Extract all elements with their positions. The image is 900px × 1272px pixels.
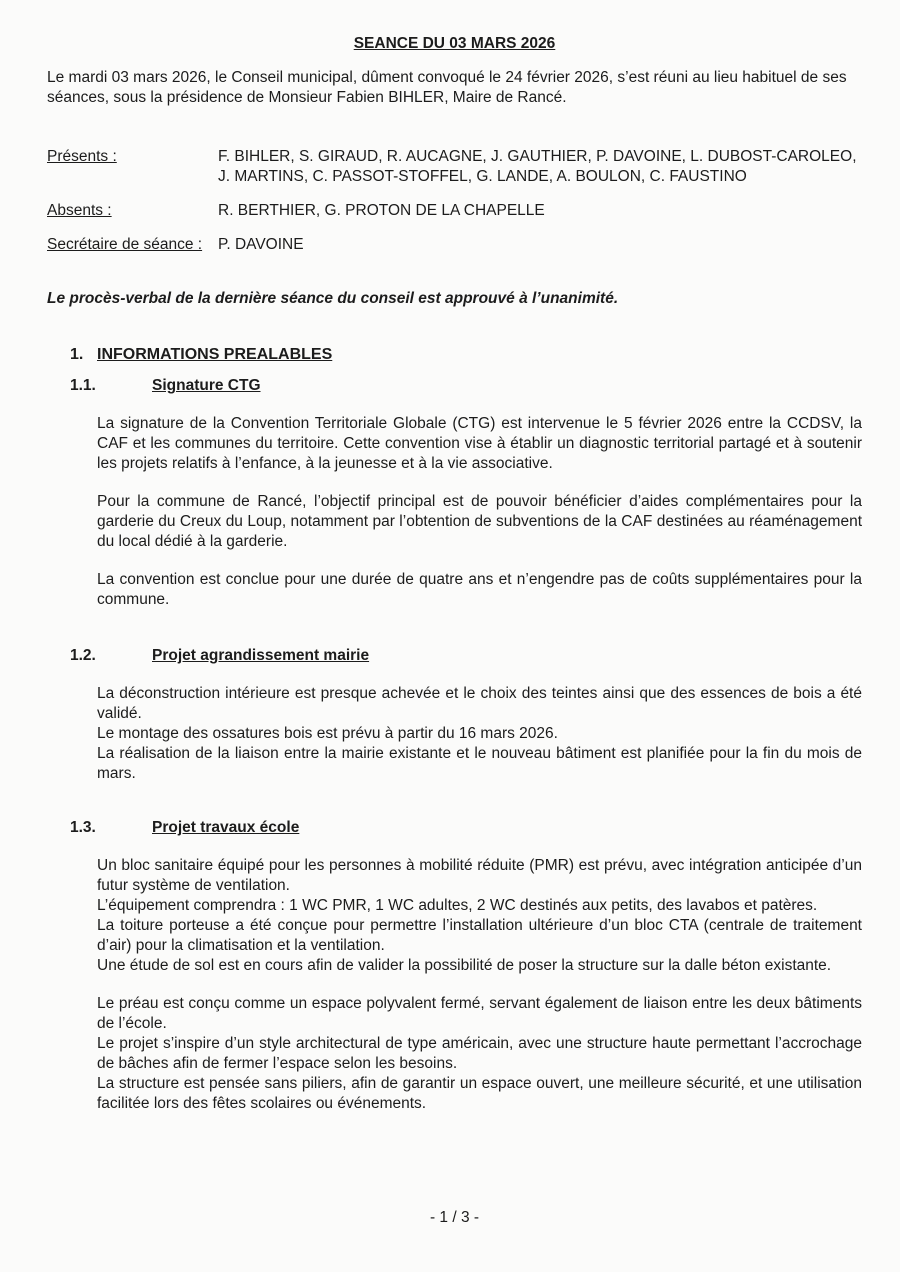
attendance-row-secretaire (47, 235, 862, 255)
body-line: La convention est conclue pour une durée de quatre ans et n’engendre pas de coûts supplémentaires pour la commune. (97, 571, 862, 608)
section-number: 1. (70, 346, 84, 363)
attendance-label-absents: Absents : (47, 202, 112, 219)
attendance-value-absents: R. BERTHIER, G. PROTON DE LA CHAPELLE (218, 202, 545, 219)
subsection-title: Signature CTG (152, 377, 261, 394)
body-line: Le projet s’inspire d’un style architectural de type américain, avec une structure haute permettant l’accrochage de bâches afin de fermer l’espace selon les besoins. (97, 1035, 862, 1072)
paragraph-block (97, 570, 862, 610)
attendance-label-secretaire: Secrétaire de séance : (47, 236, 203, 253)
subsection-number: 1.2. (70, 647, 96, 664)
subsection-title: Projet travaux école (152, 819, 300, 836)
body-line: L’équipement comprendra : 1 WC PMR, 1 WC adultes, 2 WC destinés aux petits, des lavabos et patères. (97, 897, 818, 914)
intro-paragraph: Le mardi 03 mars 2026, le Conseil municipal, dûment convoqué le 24 février 2026, s’est réuni au lieu habituel de ses séances, sous la présidence de Monsieur Fabien BIHLER, Maire de Rancé. (47, 69, 847, 106)
attendance-row-absents (47, 201, 862, 221)
body-line: Le préau est conçu comme un espace polyvalent fermé, servant également de liaison entre les deux bâtiments de l’école. (97, 995, 862, 1032)
subsection-heading-travaux-ecole (70, 818, 862, 838)
attendance-row-presents (47, 147, 862, 187)
attendance-value-secretaire: P. DAVOINE (218, 236, 304, 253)
section-heading-informations-prealables (70, 345, 862, 365)
paragraph-block (97, 684, 862, 784)
body-line: La structure est pensée sans piliers, afin de garantir un espace ouvert, une meilleure sécurité, et une utilisation facilitée lors des fêtes scolaires ou événements. (97, 1075, 862, 1112)
subsection-number: 1.1. (70, 377, 96, 394)
paragraph-block (97, 994, 862, 1114)
page-number: - 1 / 3 - (429, 1209, 480, 1226)
section-title: INFORMATIONS PREALABLES (97, 346, 333, 363)
body-line: La signature de la Convention Territoriale Globale (CTG) est intervenue le 5 février 2026 entre la CCDSV, la CAF et les communes du territoire. Cette convention vise à établir un diagnostic territorial partagé et à soutenir les projets relatifs à l’enfance, à la jeunesse et à la vie associative. (97, 415, 862, 472)
subsection-heading-agrandissement-mairie (70, 646, 862, 666)
body-line: Une étude de sol est en cours afin de valider la possibilité de poser la structure sur la dalle béton existante. (97, 957, 832, 974)
body-line: Un bloc sanitaire équipé pour les personnes à mobilité réduite (PMR) est prévu, avec intégration anticipée d’un futur système de ventilation. (97, 857, 862, 894)
approval-note: Le procès-verbal de la dernière séance du conseil est approuvé à l’unanimité. (47, 290, 619, 307)
paragraph-block (97, 492, 862, 552)
body-line: Pour la commune de Rancé, l’objectif principal est de pouvoir bénéficier d’aides complémentaires pour la garderie du Creux du Loup, notamment par l’obtention de subventions de la CAF destinées au réaménagement du local dédié à la garderie. (97, 493, 862, 550)
body-line: La toiture porteuse a été conçue pour permettre l’installation ultérieure d’un bloc CTA (centrale de traitement d’air) pour la climatisation et la ventilation. (97, 917, 862, 954)
subsection-heading-signature-ctg (70, 376, 862, 396)
body-line: La déconstruction intérieure est presque achevée et le choix des teintes ainsi que des essences de bois a été validé. (97, 685, 862, 722)
attendance-block (47, 147, 862, 255)
paragraph-block (97, 414, 862, 474)
body-line: Le montage des ossatures bois est prévu à partir du 16 mars 2026. (97, 725, 558, 742)
paragraph-block (97, 856, 862, 976)
doc-title-text: SEANCE DU 03 MARS 2026 (353, 35, 556, 52)
subsection-number: 1.3. (70, 819, 96, 836)
doc-title (47, 34, 862, 54)
body-line: La réalisation de la liaison entre la mairie existante et le nouveau bâtiment est planifiée pour la fin du mois de mars. (97, 745, 862, 782)
subsection-title: Projet agrandissement mairie (152, 647, 370, 664)
attendance-label-presents: Présents : (47, 148, 117, 165)
attendance-value-presents: F. BIHLER, S. GIRAUD, R. AUCAGNE, J. GAUTHIER, P. DAVOINE, L. DUBOST-CAROLEO, J. MARTINS, C. PASSOT-STOFFEL, G. LANDE, A. BOULON, C. FAUSTINO (218, 148, 857, 185)
